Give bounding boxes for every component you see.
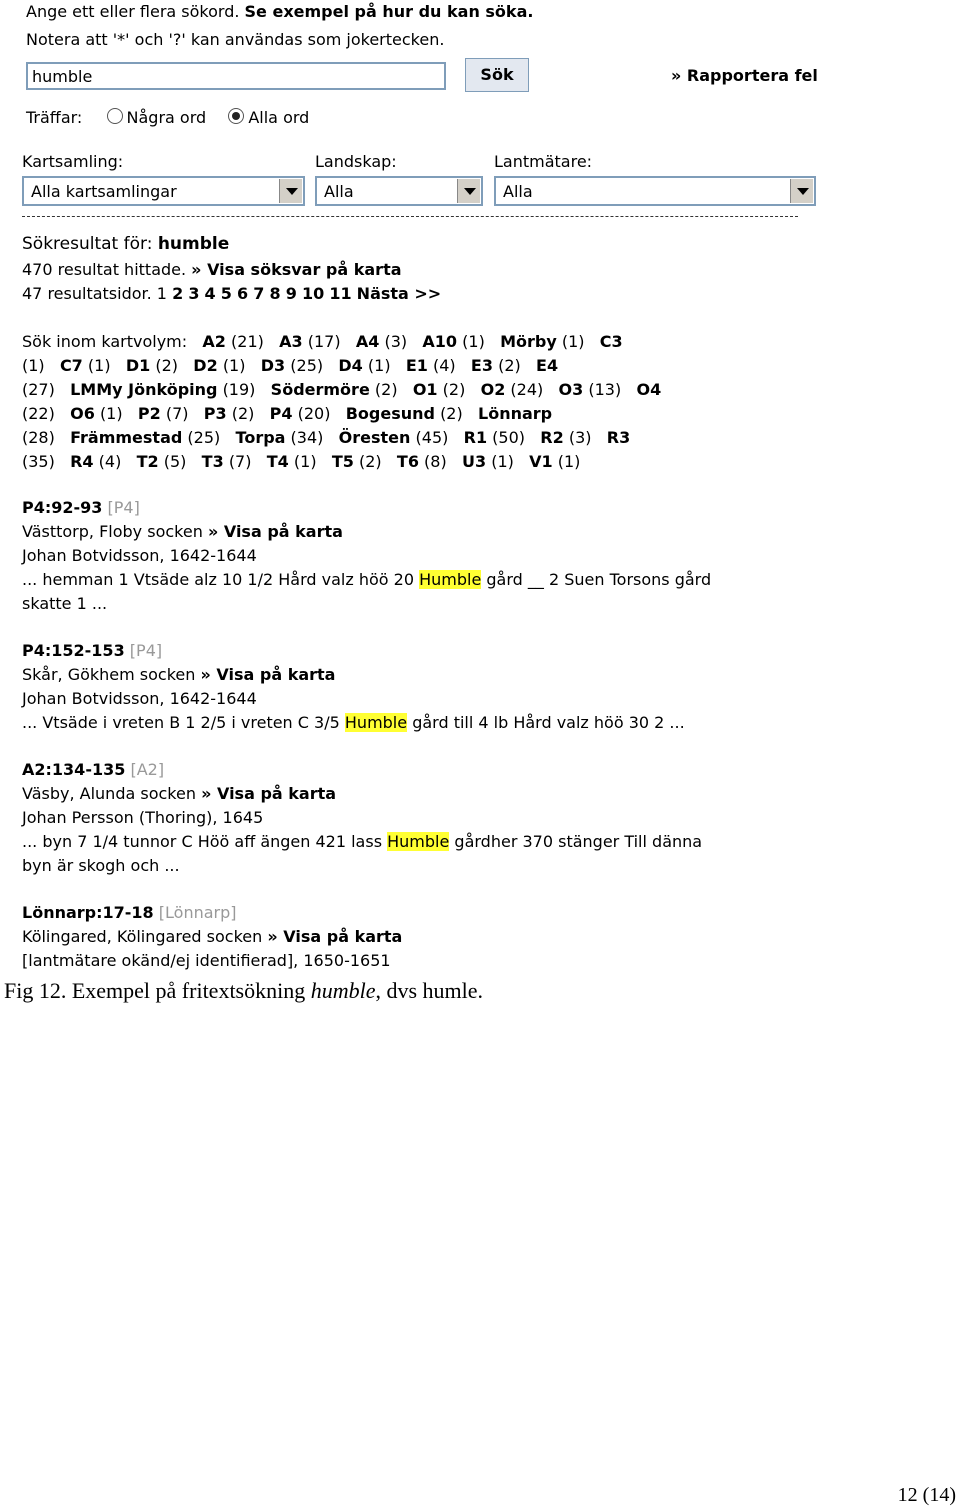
volume-link[interactable]: R1 <box>463 428 488 447</box>
volume-link[interactable]: LMMy Jönköping <box>70 380 218 399</box>
result-place: Skår, Gökhem socken <box>22 665 196 684</box>
volume-count: (2) <box>442 380 466 399</box>
volume-link[interactable]: R3 <box>606 428 631 447</box>
volume-count: (22) <box>22 404 55 423</box>
result-snippet-cont: skatte 1 ... <box>22 594 108 613</box>
result-title-link[interactable]: P4:152-153 <box>22 641 125 660</box>
result-title <box>22 903 237 922</box>
volume-link[interactable]: T2 <box>136 452 159 471</box>
volume-count: (1) <box>22 356 45 375</box>
collection-select[interactable]: Alla kartsamlingar <box>22 176 305 206</box>
result-snippet-continued <box>22 856 180 875</box>
volume-count: (45) <box>415 428 449 447</box>
volume-count: (1) <box>367 356 391 375</box>
volume-link[interactable]: O4 <box>636 380 662 399</box>
volume-link[interactable]: O3 <box>558 380 584 399</box>
result-place-line <box>22 784 336 803</box>
volume-count: (2) <box>374 380 398 399</box>
volume-link[interactable]: Torpa <box>235 428 286 447</box>
result-place: Västtorp, Floby socken <box>22 522 203 541</box>
volume-row <box>22 380 676 399</box>
volume-link[interactable]: Främmestad <box>70 428 183 447</box>
show-on-map-link[interactable]: » Visa på karta <box>201 784 337 803</box>
result-title-link[interactable]: P4:92-93 <box>22 498 103 517</box>
volume-count: (1) <box>222 356 246 375</box>
result-snippet-post: gård __ 2 Suen Torsons gård <box>486 570 712 589</box>
volume-count: (2) <box>155 356 179 375</box>
radio-some-words[interactable] <box>107 108 123 124</box>
volume-count: (5) <box>163 452 187 471</box>
volume-link[interactable]: C7 <box>59 356 83 375</box>
result-snippet <box>22 713 685 732</box>
volume-link[interactable]: Bogesund <box>345 404 435 423</box>
match-mode <box>26 108 309 127</box>
result-title <box>22 498 140 517</box>
result-snippet-pre: ... byn 7 1/4 tunnor C Höö aff ängen 421 lass <box>22 832 383 851</box>
volume-link[interactable]: D4 <box>338 356 363 375</box>
collection-label: Kartsamling: <box>22 152 124 171</box>
show-results-on-map-link[interactable]: » Visa söksvar på karta <box>191 260 402 279</box>
show-on-map-link[interactable]: » Visa på karta <box>200 665 336 684</box>
volume-link[interactable]: E3 <box>470 356 493 375</box>
volume-link[interactable]: E1 <box>405 356 428 375</box>
volume-count: (21) <box>231 332 264 351</box>
volume-link[interactable]: D1 <box>125 356 151 375</box>
results-term: humble <box>157 234 230 254</box>
volume-count: (2) <box>498 356 521 375</box>
volume-link[interactable]: O6 <box>70 404 95 423</box>
result-place: Väsby, Alunda socken <box>22 784 196 803</box>
volume-link[interactable]: Öresten <box>338 428 411 447</box>
volume-link[interactable]: E4 <box>536 356 559 375</box>
volume-link[interactable]: U3 <box>461 452 487 471</box>
volume-count: (3) <box>384 332 408 351</box>
show-on-map-link[interactable]: » Visa på karta <box>267 927 403 946</box>
volume-count: (1) <box>557 452 581 471</box>
volume-link[interactable]: R4 <box>70 452 94 471</box>
results-heading: Sökresultat för: humble <box>22 234 230 254</box>
volume-link[interactable]: T4 <box>266 452 289 471</box>
volume-count: (2) <box>440 404 463 423</box>
result-snippet-cont: byn är skogh och ... <box>22 856 180 875</box>
volume-link[interactable]: T3 <box>201 452 224 471</box>
result-author: [lantmätare okänd/ej identifierad], 1650-1651 <box>22 951 391 970</box>
volume-count: (1) <box>99 404 123 423</box>
volume-count: (25) <box>290 356 324 375</box>
next-page-link[interactable]: Nästa >> <box>356 284 442 303</box>
volume-count: (1) <box>293 452 317 471</box>
page-link[interactable]: 5 <box>220 284 232 303</box>
volume-count: (1) <box>561 332 585 351</box>
volume-count: (3) <box>568 428 592 447</box>
page-link[interactable]: 2 <box>172 284 184 303</box>
search-button[interactable]: Sök <box>465 58 529 92</box>
volume-count: (19) <box>222 380 256 399</box>
volume-link[interactable]: D3 <box>260 356 286 375</box>
volume-link[interactable]: A10 <box>422 332 458 351</box>
volume-count: (1) <box>87 356 111 375</box>
result-place-line <box>22 927 402 946</box>
volume-count: (1) <box>462 332 485 351</box>
result-snippet-continued <box>22 594 107 613</box>
volume-count: (17) <box>307 332 341 351</box>
volume-count: (35) <box>22 452 55 471</box>
province-label: Landskap: <box>315 152 397 171</box>
result-snippet-post: gård till 4 lb Hård valz höö 30 2 ... <box>412 713 685 732</box>
surveyor-label: Lantmätare: <box>494 152 593 171</box>
result-place: Kölingared, Kölingared socken <box>22 927 263 946</box>
result-snippet-hit: Humble <box>344 713 408 732</box>
result-place-line <box>22 522 343 541</box>
radio-all-words[interactable] <box>228 108 244 124</box>
volume-link[interactable]: P2 <box>137 404 161 423</box>
result-author-line <box>22 546 257 565</box>
volume-row <box>22 404 567 423</box>
page-number: 12 (14) <box>897 1484 956 1506</box>
volume-count: (28) <box>22 428 55 447</box>
result-title-link[interactable]: Lönnarp:17-18 <box>22 903 154 922</box>
results-count: 470 resultat hittade. » Visa söksvar på karta <box>22 260 402 279</box>
volume-count: (34) <box>290 428 324 447</box>
volume-count: (13) <box>588 380 622 399</box>
page-link[interactable]: 6 <box>237 284 249 303</box>
volume-count: (1) <box>491 452 514 471</box>
volume-link[interactable]: O1 <box>412 380 438 399</box>
volume-count: (25) <box>187 428 221 447</box>
volume-link[interactable]: P3 <box>203 404 227 423</box>
volume-link[interactable]: Södermöre <box>270 380 370 399</box>
chevron-down-icon <box>279 179 302 203</box>
volume-link[interactable]: A4 <box>355 332 380 351</box>
volume-row <box>22 356 573 375</box>
volume-count: (20) <box>297 404 331 423</box>
result-volume-tag: [P4] <box>129 641 163 660</box>
result-title-link[interactable]: A2:134-135 <box>22 760 126 779</box>
volume-link[interactable]: V1 <box>529 452 553 471</box>
volume-link[interactable]: R2 <box>540 428 564 447</box>
page-link[interactable]: 4 <box>204 284 216 303</box>
result-author: Johan Persson (Thoring), 1645 <box>22 808 264 827</box>
result-author-line <box>22 689 257 708</box>
volume-count: (27) <box>22 380 55 399</box>
volume-count: (2) <box>231 404 255 423</box>
radio-some-words-label: Några ord <box>126 108 207 127</box>
search-help-link[interactable]: Se exempel på hur du kan söka. <box>244 2 534 21</box>
result-volume-tag: [A2] <box>130 760 165 779</box>
chevron-down-icon <box>790 179 813 203</box>
result-volume-tag: [P4] <box>107 498 140 517</box>
search-input[interactable] <box>26 62 446 90</box>
volume-link[interactable]: Lönnarp <box>478 404 553 423</box>
result-author-line <box>22 808 263 827</box>
page-link[interactable]: 8 <box>269 284 281 303</box>
volume-link[interactable]: T6 <box>396 452 419 471</box>
result-author: Johan Botvidsson, 1642-1644 <box>22 689 257 708</box>
result-author: Johan Botvidsson, 1642-1644 <box>22 546 257 565</box>
report-error-link[interactable]: » Rapportera fel <box>671 66 818 85</box>
volume-count: (4) <box>98 452 122 471</box>
result-snippet-post: gårdher 370 stänger Till dänna <box>454 832 703 851</box>
volume-link[interactable]: A2 <box>202 332 226 351</box>
divider <box>22 216 798 217</box>
pagination: 47 resultatsidor. 1 2 3 4 5 6 7 8 9 10 11 Nästa >> <box>22 284 442 303</box>
volume-link[interactable]: P4 <box>269 404 293 423</box>
province-select[interactable]: Alla <box>315 176 483 206</box>
result-snippet-hit: Humble <box>387 832 450 851</box>
result-title <box>22 641 162 660</box>
page-link[interactable]: 7 <box>253 284 265 303</box>
volume-row <box>22 332 638 351</box>
volume-link[interactable]: O2 <box>480 380 506 399</box>
volume-count: (50) <box>492 428 526 447</box>
result-title <box>22 760 164 779</box>
volume-link[interactable]: D2 <box>193 356 218 375</box>
result-snippet-pre: ... hemman 1 Vtsäde alz 10 1/2 Hård valz höö 20 <box>22 570 414 589</box>
volume-filter-label: Sök inom kartvolym: <box>22 332 188 351</box>
instructions-line-2: Notera att '*' och '?' kan användas som jokertecken. <box>26 30 445 49</box>
chevron-down-icon <box>457 179 480 203</box>
volume-count: (24) <box>510 380 544 399</box>
volume-link[interactable]: T5 <box>331 452 354 471</box>
page-link[interactable]: 10 <box>301 284 325 303</box>
volume-count: (7) <box>228 452 252 471</box>
show-on-map-link[interactable]: » Visa på karta <box>207 522 343 541</box>
volume-count: (4) <box>432 356 456 375</box>
figure-caption: Fig 12. Exempel på fritextsökning humble, dvs humle. <box>4 978 484 1003</box>
volume-row <box>22 428 645 447</box>
volume-count: (7) <box>165 404 189 423</box>
result-snippet <box>22 570 711 589</box>
page-link[interactable]: 9 <box>285 284 297 303</box>
result-volume-tag: [Lönnarp] <box>158 903 237 922</box>
result-snippet-hit: Humble <box>419 570 482 589</box>
result-place-line <box>22 665 335 684</box>
result-author-line <box>22 951 391 970</box>
volume-row <box>22 452 596 471</box>
surveyor-select[interactable]: Alla <box>494 176 816 206</box>
volume-link[interactable]: A3 <box>279 332 303 351</box>
result-snippet-pre: ... Vtsäde i vreten B 1 2/5 i vreten C 3/5 <box>22 713 340 732</box>
page-link[interactable]: 3 <box>188 284 200 303</box>
volume-count: (2) <box>358 452 382 471</box>
radio-all-words-label: Alla ord <box>248 108 310 127</box>
match-mode-label: Träffar: <box>26 108 83 127</box>
volume-count: (8) <box>424 452 447 471</box>
page-links <box>172 284 357 303</box>
volume-link[interactable]: C3 <box>599 332 623 351</box>
volume-link[interactable]: Mörby <box>500 332 557 351</box>
instructions-line-1: Ange ett eller flera sökord. Se exempel på hur du kan söka. <box>26 2 534 21</box>
page-link[interactable]: 11 <box>329 284 352 303</box>
result-snippet <box>22 832 702 851</box>
